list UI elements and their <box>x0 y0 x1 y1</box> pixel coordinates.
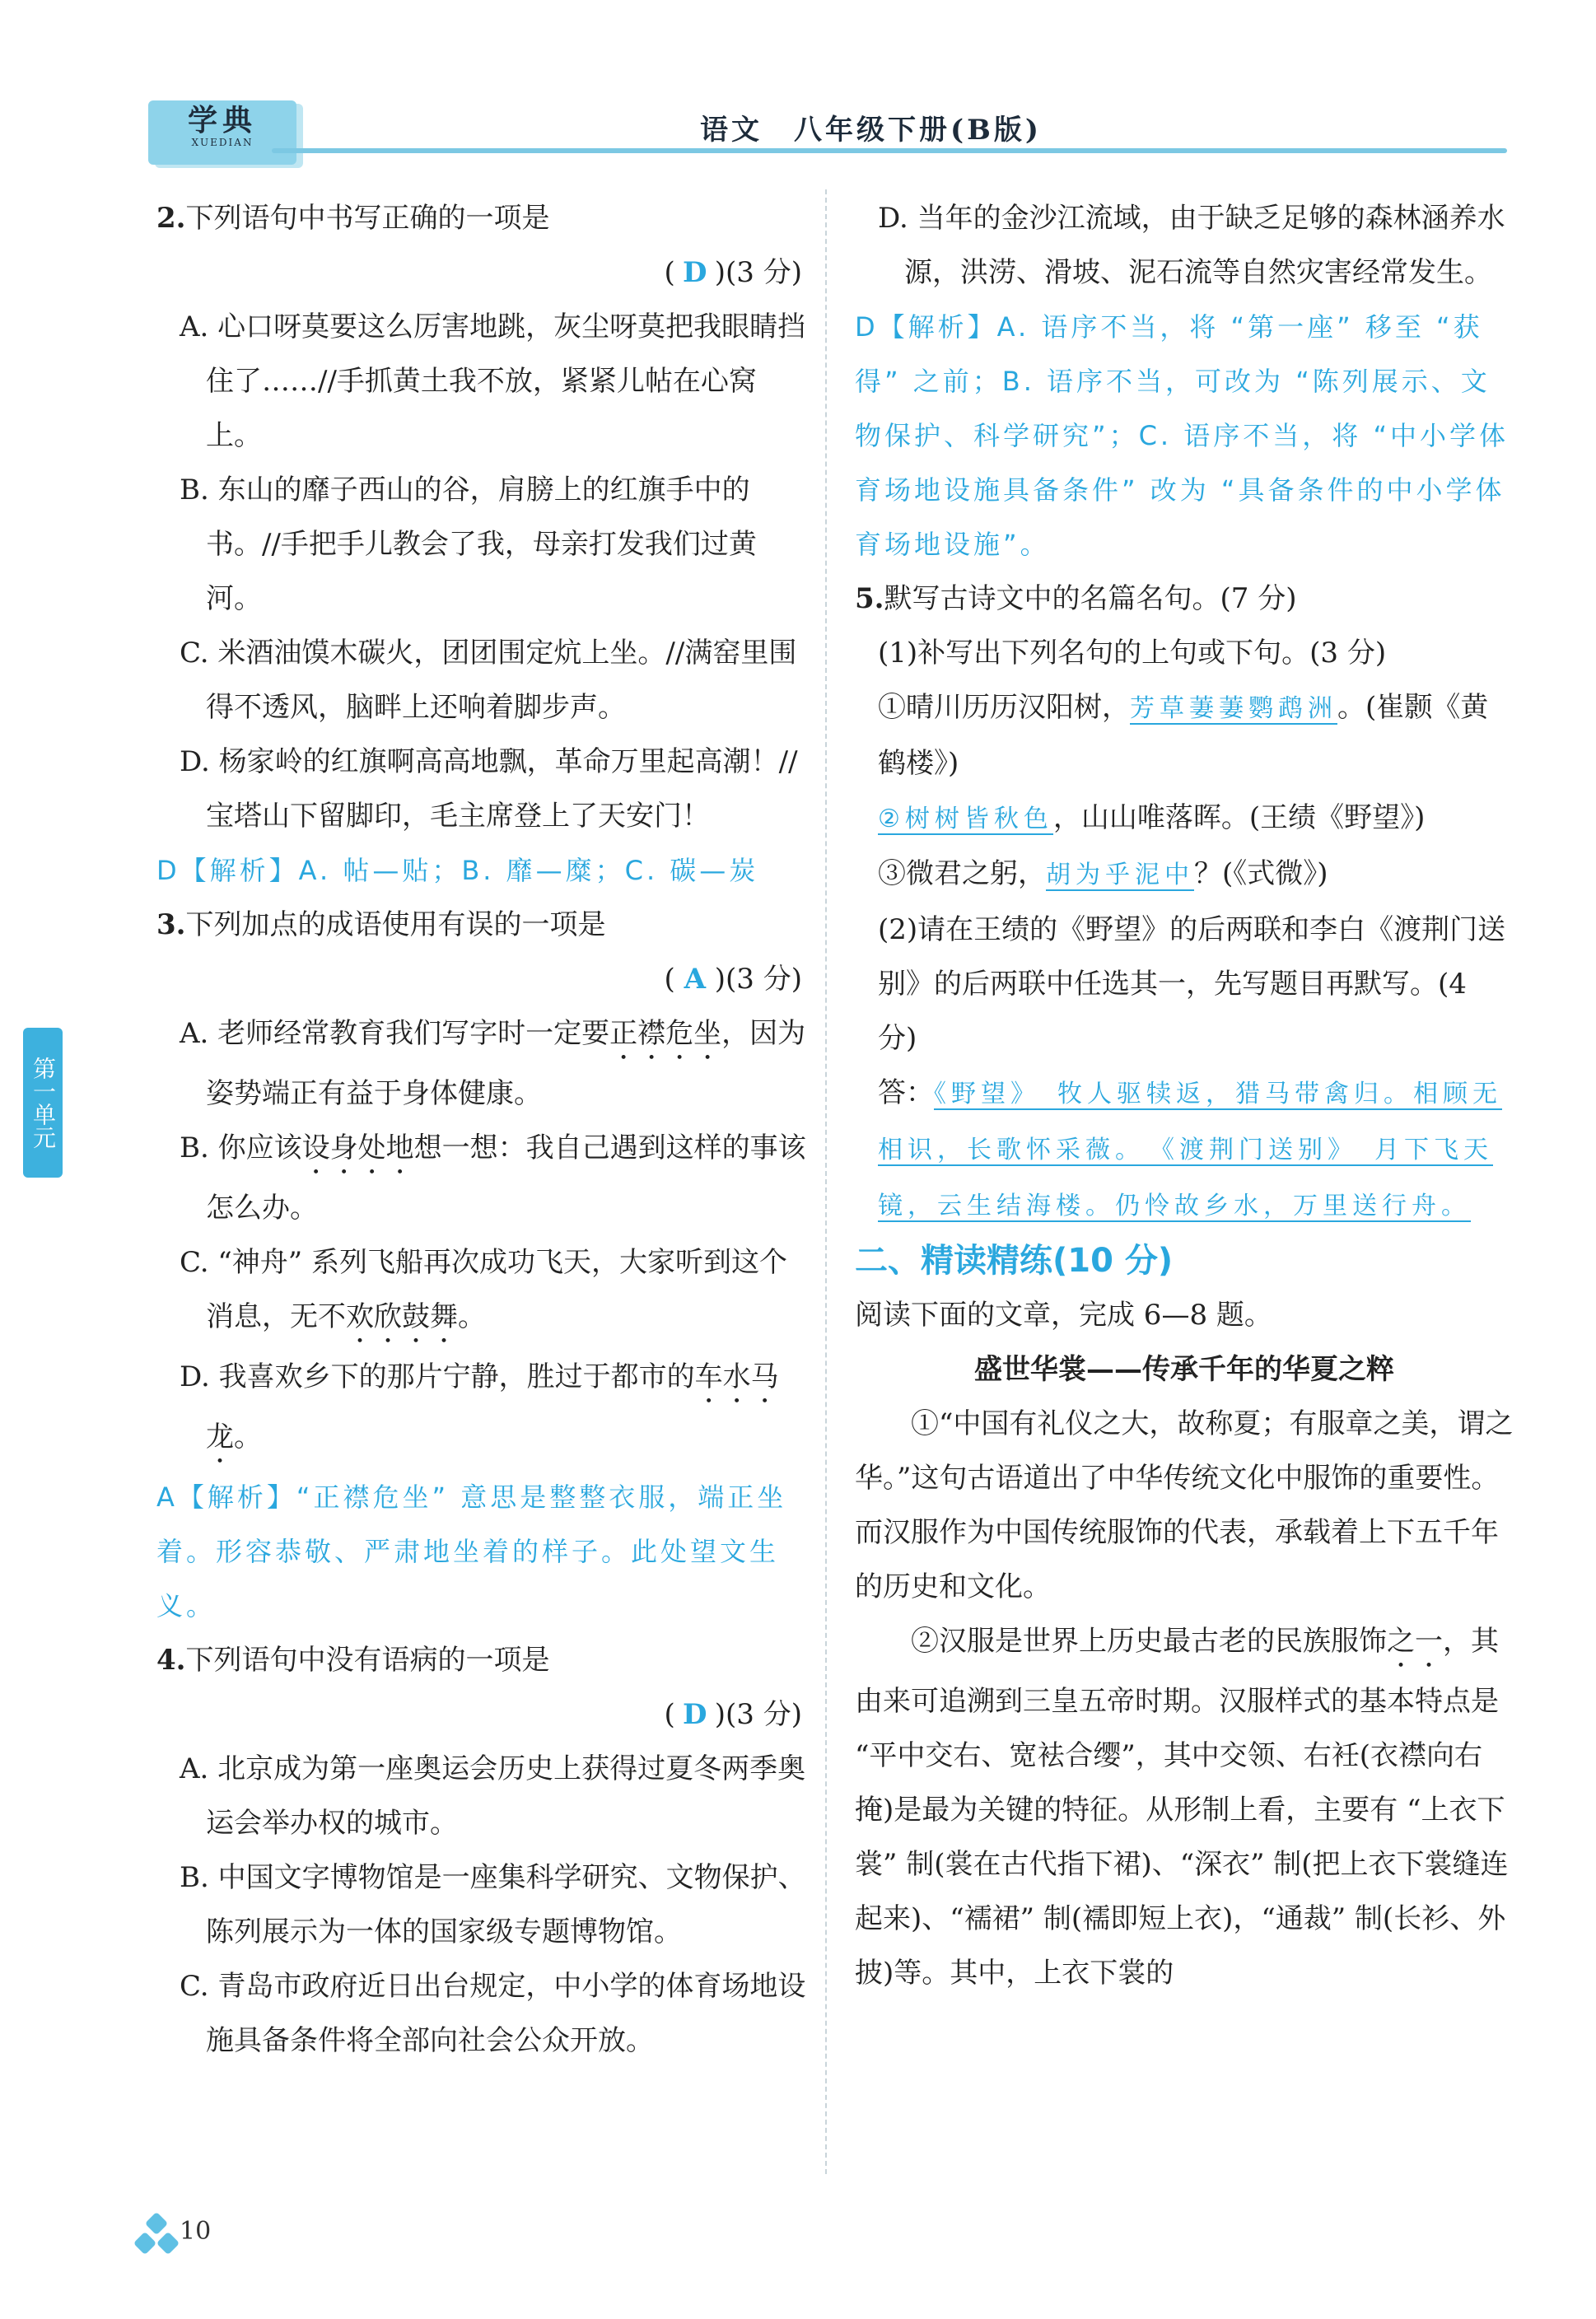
answer-letter: D <box>683 1698 707 1731</box>
question-4-stem: 4.下列语句中没有语病的一项是 <box>156 1644 550 1677</box>
option: B. 中国文字博物馆是一座集科学研究、文物保护、陈列展示为一体的国家级专题博物馆。 <box>180 1861 806 1948</box>
fill-line: ②树树皆秋色，山山唯落晖。(王绩《野望》) <box>878 801 1426 834</box>
unit-side-tab: 第一单元 <box>23 1028 63 1178</box>
option: A. 北京成为第一座奥运会历史上获得过夏冬两季奥运会举办权的城市。 <box>180 1752 806 1840</box>
logo-text: 学典 <box>187 103 257 138</box>
fill-line: ①晴川历历汉阳树，芳草萋萋鹦鹉洲。(崔颢《黄鹤楼》) <box>878 691 1489 780</box>
handwritten-answer: 《野望》 牧人驱犊返，猎马带禽归。相顾无相识，长歌怀采薇。 《渡荆门送别》 月下飞天镜，云生结海楼。仍怜故乡水，万里送行舟。 <box>878 1080 1502 1220</box>
option: C. “神舟” 系列飞船再次成功飞天，大家听到这个消息，无不欢欣鼓舞。 <box>180 1246 787 1333</box>
option: A. 心口呀莫要这么厉害地跳，灰尘呀莫把我眼睛挡住了……//手抓黄土我不放，紧紧儿帖在心窝上。 <box>180 310 806 452</box>
hexagon-decoration <box>156 2232 180 2255</box>
question-3-stem: 3.下列加点的成语使用有误的一项是 <box>156 908 606 941</box>
question-4-answer-line: ( D )(3 分) <box>156 1687 807 1742</box>
option: A. 老师经常教育我们写字时一定要正襟危坐，因为姿势端正有益于身体健康。 <box>180 1017 806 1110</box>
answer-letter: A <box>684 963 706 996</box>
article-paragraph: ②汉服是世界上历史最古老的民族服饰之一，其由来可追溯到三皇五帝时期。汉服样式的基本特点是 “平中交右、宽袪合缨”，其中交领、右衽(衣襟向右掩)是最为关键的特征。从形制上看，主要有 “上衣下裳” 制(裳在古代指下裙)、“深衣” 制(把上衣下裳缝连起来)、“襦裙” 制(襦即短上衣)，“通裁” 制(长衫、外披)等。其中，上衣下裳的 <box>855 1625 1509 1990</box>
section-title: 二、精读精练(10 分) <box>855 1242 1174 1280</box>
analysis-text: A【解析】“正襟危坐” 意思是整整衣服，端正坐着。形容恭敬、严肃地坐着的样子。此处望文生义。 <box>156 1481 787 1621</box>
question-2-stem: 2.下列语句中书写正确的一项是 <box>156 202 550 235</box>
book-title: 语文 八年级下册(B版) <box>700 114 1042 147</box>
option: D. 当年的金沙江流域，由于缺乏足够的森林涵养水源，洪涝、滑坡、泥石流等自然灾害经常发生。 <box>878 202 1505 289</box>
option: C. 米酒油馍木碳火，团团围定炕上坐。//满窑里围得不透风，脑畔上还响着脚步声。 <box>180 637 797 724</box>
header-rule <box>272 148 1507 153</box>
option: D. 杨家岭的红旗啊高高地飘，革命万里起高潮！//宝塔山下留脚印，毛主席登上了天安门！ <box>180 745 798 833</box>
option: B. 东山的靡子西山的谷，肩膀上的红旗手中的书。//手把手儿教会了我，母亲打发我们过黄河。 <box>180 474 757 615</box>
answer-letter: D <box>683 256 707 289</box>
right-column <box>855 191 1514 2000</box>
handwritten-answer: ②树树皆秋色 <box>878 805 1053 833</box>
option: B. 你应该设身处地想一想：我自己遇到这样的事该怎么办。 <box>180 1132 806 1225</box>
question-5-stem: 5.默写古诗文中的名篇名句。(7 分) <box>855 582 1297 615</box>
logo-subtext: XUEDIAN <box>191 137 254 148</box>
fill-line: ③微君之躬，胡为乎泥中？(《式微》) <box>878 857 1328 890</box>
reading-intro: 阅读下面的文章，完成 6—8 题。 <box>855 1299 1272 1332</box>
article-paragraph: ①“中国有礼仪之大，故称夏；有服章之美，谓之华。”这句古语道出了中华传统文化中服饰的重要性。而汉服作为中国传统服饰的代表，承载着上下五千年的历史和文化。 <box>855 1407 1514 1603</box>
option: C. 青岛市政府近日出台规定，中小学的体育场地设施具备条件将全部向社会公众开放。 <box>180 1970 806 2057</box>
hexagon-decoration <box>145 2212 168 2235</box>
handwritten-answer: 胡为乎泥中 <box>1046 861 1194 889</box>
hexagon-decoration <box>133 2232 156 2255</box>
question-3-answer-line: ( A )(3 分) <box>156 952 807 1006</box>
sub-question: (1)补写出下列名句的上句或下句。(3 分) <box>878 637 1387 670</box>
left-column <box>156 191 807 2068</box>
analysis-text: D【解析】A. 帖—贴；B. 靡—糜；C. 碳—炭 <box>156 855 759 886</box>
answer-block: 答：《野望》 牧人驱犊返，猎马带禽归。相顾无相识，长歌怀采薇。 《渡荆门送别》 月下飞天镜，云生结海楼。仍怜故乡水，万里送行舟。 <box>878 1076 1502 1220</box>
article-title: 盛世华裳——传承千年的华夏之粹 <box>974 1353 1394 1386</box>
column-divider <box>825 189 827 2174</box>
option: D. 我喜欢乡下的那片宁静，胜过于都市的车水马龙。 <box>180 1360 779 1453</box>
analysis-text: D【解析】A. 语序不当，将 “第一座” 移至 “获得” 之前；B. 语序不当，可改为 “陈列展示、文物保护、科学研究”；C. 语序不当，将 “中小学体育场地设施具备条件” 改为 “具备条件的中小学体育场地设施”。 <box>855 311 1510 560</box>
page-number: 10 <box>180 2217 212 2246</box>
publisher-logo <box>148 100 296 165</box>
handwritten-answer: 芳草萋萋鹦鹉洲 <box>1130 694 1337 723</box>
sub-question: (2)请在王绩的《野望》的后两联和李白《渡荆门送别》的后两联中任选其一，先写题目再默写。(4 分) <box>878 913 1506 1055</box>
question-2-answer-line: ( D )(3 分) <box>156 245 807 300</box>
